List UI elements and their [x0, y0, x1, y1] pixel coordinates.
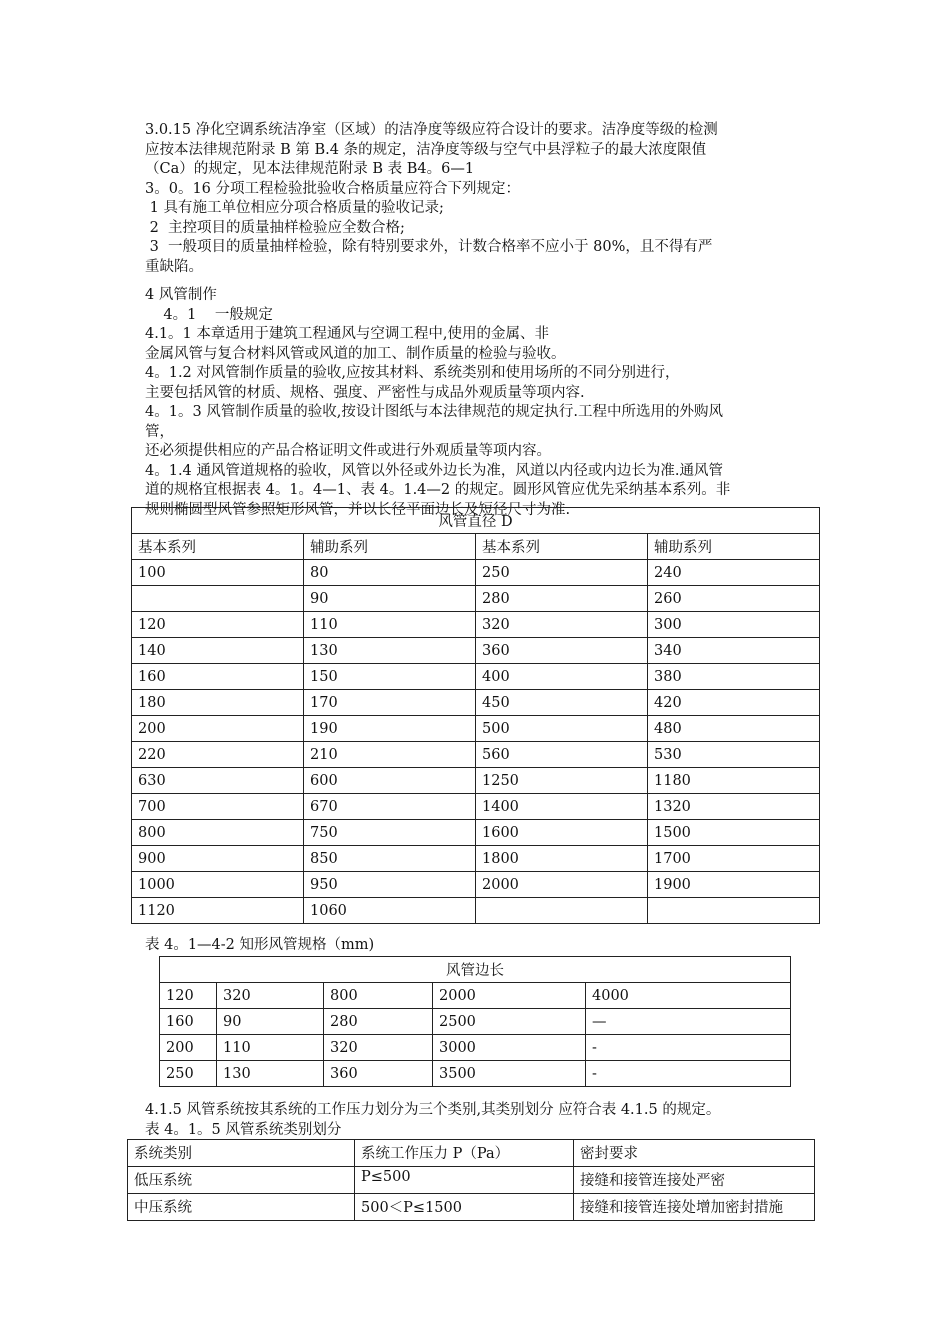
table-cell: 130: [217, 1061, 324, 1087]
table-cell: 300: [648, 612, 820, 638]
table-row: [132, 898, 820, 924]
table-cell: 2500: [433, 1009, 586, 1035]
table-cell: 380: [648, 664, 820, 690]
table-cell: 2000: [476, 872, 648, 898]
table-cell: 140: [132, 638, 304, 664]
table-cell: 850: [304, 846, 476, 872]
table-cell: 1900: [648, 872, 820, 898]
table-cell: 530: [648, 742, 820, 768]
table-caption: 风管直径 D: [132, 508, 820, 534]
table-row: [160, 1009, 791, 1035]
table-cell: 630: [132, 768, 304, 794]
table-cell: 3000: [433, 1035, 586, 1061]
text-line: 管，: [145, 423, 174, 440]
intro-paragraphs: [145, 121, 810, 277]
table-cell: -: [586, 1035, 791, 1061]
duct-system-category-table: [127, 1139, 815, 1221]
text-line: （Ca）的规定，见本法律规范附录 B 表 B4。6—1: [145, 161, 475, 177]
table-cell: 320: [324, 1035, 433, 1061]
column-header: 辅助系列: [648, 534, 820, 560]
table-row: [132, 820, 820, 846]
table-cell: 1700: [648, 846, 820, 872]
table-cell: 3500: [433, 1061, 586, 1087]
text-line: 主要包括风管的材质、规格、强度、严密性与成品外观质量等项内容.: [145, 384, 585, 401]
table-cell: 420: [648, 690, 820, 716]
table-cell: 240: [648, 560, 820, 586]
table-cell: 110: [304, 612, 476, 638]
text-line: 4.1.5 风管系统按其系统的工作压力划分为三个类别,其类别划分 应符合表 4.1.5 的规定。: [145, 1102, 721, 1118]
table-cell: —: [586, 1009, 791, 1035]
table-cell: 200: [160, 1035, 217, 1061]
table-cell: 2000: [433, 983, 586, 1009]
table-row: [132, 690, 820, 716]
table-cell: 900: [132, 846, 304, 872]
round-duct-diameter-table: [131, 507, 820, 924]
table-cell: 950: [304, 872, 476, 898]
table-cell: -: [586, 1061, 791, 1087]
table-cell: 150: [304, 664, 476, 690]
table-cell: 1180: [648, 768, 820, 794]
table-row: [132, 742, 820, 768]
table-cell: 160: [160, 1009, 217, 1035]
table-row: [128, 1194, 815, 1221]
table-cell: 1120: [132, 898, 304, 924]
section-4-paragraphs: [145, 286, 810, 520]
table-cell: 接缝和接管连接处增加密封措施: [574, 1194, 815, 1221]
table3-title: 表 4。1。5 风管系统类别划分: [145, 1121, 342, 1138]
table-cell: 320: [476, 612, 648, 638]
table-cell: 1250: [476, 768, 648, 794]
table-cell: 750: [304, 820, 476, 846]
table-cell: 670: [304, 794, 476, 820]
table-cell: 90: [304, 586, 476, 612]
table-cell: 90: [217, 1009, 324, 1035]
table-cell: 190: [304, 716, 476, 742]
table-cell: 160: [132, 664, 304, 690]
table-cell: 800: [132, 820, 304, 846]
table-cell: [476, 898, 648, 924]
column-header: 密封要求: [574, 1140, 815, 1167]
table-row: [132, 664, 820, 690]
text-line: 3.0.15 净化空调系统洁净室（区域）的洁净度等级应符合设计的要求。洁净度等级的检测: [145, 122, 718, 138]
table-row: [132, 768, 820, 794]
table-cell: 250: [476, 560, 648, 586]
text-line: 2 主控项目的质量抽样检验应全数合格;: [145, 219, 405, 236]
table-row: [132, 716, 820, 742]
table-cell: 120: [132, 612, 304, 638]
table-cell: 210: [304, 742, 476, 768]
table-cell: 180: [132, 690, 304, 716]
table-row: [132, 638, 820, 664]
table-cell: 130: [304, 638, 476, 664]
table-header-row: [128, 1140, 815, 1167]
table-cell: P≤500: [355, 1167, 574, 1194]
table-row: [160, 1061, 791, 1087]
text-line: 重缺陷。: [145, 258, 203, 275]
column-header: 基本系列: [476, 534, 648, 560]
table-cell: 500: [476, 716, 648, 742]
table-cell: 480: [648, 716, 820, 742]
table-cell: 800: [324, 983, 433, 1009]
section-heading: 4 风管制作: [145, 287, 217, 303]
table2-title: 表 4。1—4-2 知形风管规格（mm): [145, 937, 375, 953]
table-cell: 600: [304, 768, 476, 794]
text-line: 4.1。1 本章适用于建筑工程通风与空调工程中,使用的金属、非: [145, 326, 550, 342]
text-line: 道的规格宜根据表 4。1。4—1、表 4。1.4—2 的规定。圆形风管应优先采纳基本系列。非: [145, 482, 731, 498]
table-cell: 1600: [476, 820, 648, 846]
column-header: 系统工作压力 P（Pa）: [355, 1140, 574, 1167]
table-cell: 110: [217, 1035, 324, 1061]
table-cell: 360: [324, 1061, 433, 1087]
text-line: 4。1.2 对风管制作质量的验收,应按其材料、系统类别和使用场所的不同分别进行，: [145, 365, 680, 381]
table-cell: 低压系统: [128, 1167, 355, 1194]
text-line: 4。1.4 通风管道规格的验收，风管以外径或外边长为准，风道以内径或内边长为准.通风管: [145, 462, 723, 479]
table-row: [128, 1167, 815, 1194]
text-line: 金属风管与复合材料风管或风道的加工、制作质量的检验与验收。: [145, 345, 566, 362]
table-row: [132, 612, 820, 638]
table-cell: 1800: [476, 846, 648, 872]
table-cell: 280: [324, 1009, 433, 1035]
table-row: [132, 794, 820, 820]
text-line: 应按本法律规范附录 B 第 B.4 条的规定，洁净度等级与空气中县浮粒子的最大浓度限值: [145, 141, 707, 158]
table-cell: 170: [304, 690, 476, 716]
table-cell: [132, 586, 304, 612]
table-cell: 260: [648, 586, 820, 612]
table-cell: 250: [160, 1061, 217, 1087]
rectangular-duct-table: [159, 956, 791, 1087]
text-line: 还必须提供相应的产品合格证明文件或进行外观质量等项内容。: [145, 443, 551, 459]
table-cell: 340: [648, 638, 820, 664]
table-cell: 200: [132, 716, 304, 742]
table-cell: 中压系统: [128, 1194, 355, 1221]
table-row: [132, 560, 820, 586]
table-cell: 450: [476, 690, 648, 716]
table-row: [160, 1035, 791, 1061]
table-caption: 风管边长: [160, 957, 791, 983]
table-row: [132, 586, 820, 612]
table-cell: 1500: [648, 820, 820, 846]
table-cell: 500＜P≤1500: [355, 1194, 574, 1221]
table-cell: 400: [476, 664, 648, 690]
table-cell: 320: [217, 983, 324, 1009]
table-cell: 360: [476, 638, 648, 664]
text-line: 规则椭圆型风管参照矩形风管，并以长径平面边长及短径尺寸为准.: [145, 501, 571, 518]
text-line: 3 一般项目的质量抽样检验，除有特别要求外，计数合格率不应小于 80%，且不得有严: [145, 239, 713, 255]
column-header: 辅助系列: [304, 534, 476, 560]
para-4-1-5: [145, 1101, 810, 1140]
table-cell: [648, 898, 820, 924]
column-header: 系统类别: [128, 1140, 355, 1167]
table-cell: 560: [476, 742, 648, 768]
table-cell: 700: [132, 794, 304, 820]
table-cell: 280: [476, 586, 648, 612]
table-cell: 1400: [476, 794, 648, 820]
text-line: 4。1。3 风管制作质量的验收,按设计图纸与本法律规范的规定执行.工程中所选用的外购风: [145, 404, 723, 420]
table-cell: 220: [132, 742, 304, 768]
table-row: [160, 983, 791, 1009]
table-cell: 100: [132, 560, 304, 586]
table-row: [132, 846, 820, 872]
table-header-row: [132, 534, 820, 560]
table-cell: 1060: [304, 898, 476, 924]
table-cell: 80: [304, 560, 476, 586]
table-cell: 1320: [648, 794, 820, 820]
table-cell: 1000: [132, 872, 304, 898]
text-line: 1 具有施工单位相应分项合格质量的验收记录;: [145, 200, 444, 216]
table-cell: 4000: [586, 983, 791, 1009]
subsection-heading: 4。1 一般规定: [145, 306, 273, 323]
table-cell: 接缝和接管连接处严密: [574, 1167, 815, 1194]
table-row: [132, 872, 820, 898]
text-line: 3。0。16 分项工程检验批验收合格质量应符合下列规定：: [145, 180, 521, 197]
column-header: 基本系列: [132, 534, 304, 560]
table-cell: 120: [160, 983, 217, 1009]
